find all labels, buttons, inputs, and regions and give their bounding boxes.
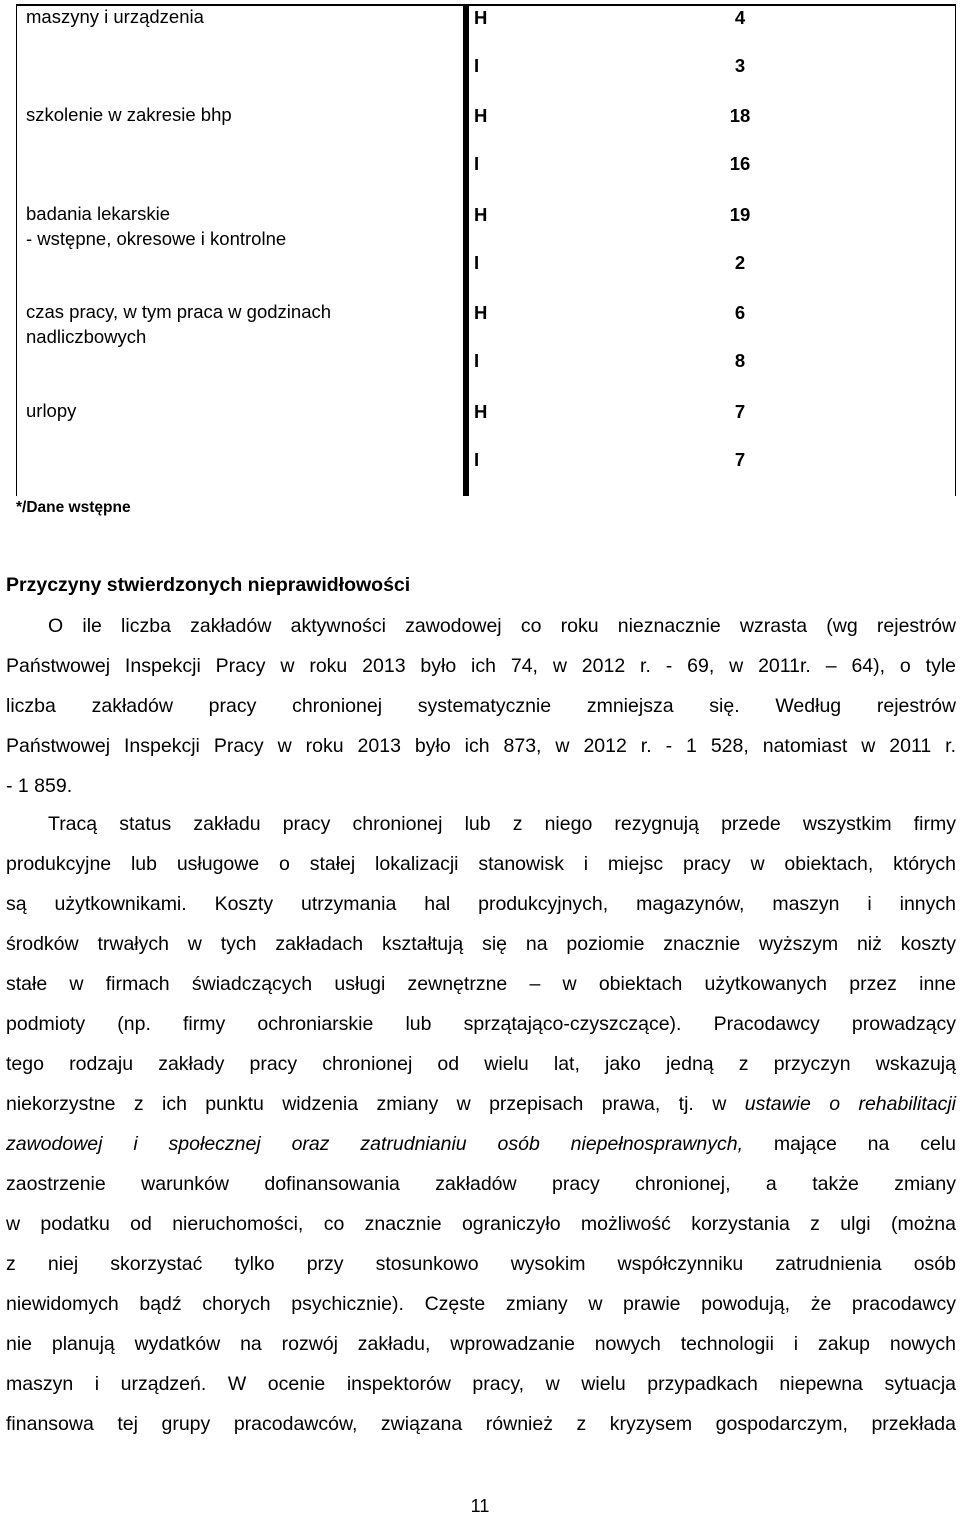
text-line: produkcyjne lub usługowe o stałej lokalizacji stanowisk i miejsc pracy w obiektach, których [6, 853, 956, 875]
row-value-h: 18 [729, 105, 751, 126]
row-value-i: 8 [734, 350, 746, 371]
text-line: są użytkownikami. Koszty utrzymania hal produkcyjnych, magazynów, maszyn i innych [6, 893, 956, 915]
row-label-text: - wstępne, okresowe i kontrolne [26, 228, 287, 249]
row-code-h: H [474, 204, 488, 225]
row-label-text: szkolenie w zakresie bhp [26, 104, 232, 125]
text-line: Państwowej Inspekcji Pracy w roku 2013 było ich 873, w 2012 r. - 1 528, natomiast w 2011 r. [6, 735, 956, 757]
row-code-h: H [474, 302, 488, 323]
text-line-mixed [6, 1084, 956, 1124]
row-value-h: 6 [734, 302, 746, 323]
text-line: niewidomych bądź chorych psychicznie). Częste zmiany w prawie powodują, że pracodawcy [6, 1293, 956, 1315]
text-line: finansowa tej grupy pracodawców, związana również z kryzysem gospodarczym, przekłada [6, 1413, 956, 1435]
text-run: niekorzystne z ich punktu widzenia zmiany w przepisach prawa, tj. w [6, 1093, 727, 1115]
row-value-h: 19 [729, 204, 751, 225]
row-value-h: 4 [734, 7, 746, 28]
row-value-i: 7 [734, 449, 746, 470]
row-label-text: maszyny i urządzenia [26, 6, 204, 27]
text-line: - 1 859. [6, 775, 73, 797]
text-run: mające na celu [773, 1133, 956, 1155]
row-value-i: 3 [734, 55, 746, 76]
column-divider [463, 5, 469, 496]
row-code-h: H [474, 105, 488, 126]
table-row-label [26, 299, 331, 349]
row-code-i: I [474, 350, 480, 371]
italic-law-title: ustawie o rehabilitacji [744, 1093, 956, 1115]
row-label-text: nadliczbowych [26, 326, 147, 347]
text-line: w podatku od nieruchomości, co znacznie ograniczyło możliwość korzystania z ulgi (można [6, 1213, 956, 1235]
row-label-text: urlopy [26, 400, 77, 421]
table-row-label [26, 4, 204, 29]
row-code-i: I [474, 449, 480, 470]
text-line: O ile liczba zakładów aktywności zawodowej co roku nieznacznie wzrasta (wg rejestrów [48, 615, 956, 637]
section-heading: Przyczyny stwierdzonych nieprawidłowości [6, 574, 411, 596]
page-number: 11 [470, 1496, 490, 1516]
text-line: nie planują wydatków na rozwój zakładu, wprowadzanie nowych technologii i zakup nowych [6, 1333, 956, 1355]
row-value-i: 16 [729, 153, 751, 174]
row-label-text: czas pracy, w tym praca w godzinach [26, 301, 332, 322]
text-line: maszyn i urządzeń. W ocenie inspektorów pracy, w wielu przypadkach niepewna sytuacja [6, 1373, 956, 1395]
italic-law-title: zawodowej i społecznej oraz zatrudnianiu osób niepełnosprawnych, [6, 1133, 744, 1155]
text-line: tego rodzaju zakłady pracy chronionej od wielu lat, jako jedną z przyczyn wskazują [6, 1053, 956, 1075]
text-line: Tracą status zakładu pracy chronionej lub z niego rezygnują przede wszystkim firmy [48, 813, 956, 835]
text-line: podmioty (np. firmy ochroniarskie lub sprzątająco-czyszczące). Pracodawcy prowadzący [6, 1013, 956, 1035]
paragraph-1 [6, 606, 956, 806]
row-label-text: badania lekarskie [26, 203, 170, 224]
text-line: zaostrzenie warunków dofinansowania zakładów pracy chronionej, a także zmiany [6, 1173, 956, 1195]
row-value-h: 7 [734, 401, 746, 422]
text-line-mixed [6, 1124, 956, 1164]
row-code-i: I [474, 55, 480, 76]
table-row-label [26, 201, 286, 251]
text-line: stałe w firmach świadczących usługi zewnętrzne – w obiektach użytkowanych przez inne [6, 973, 956, 995]
table-footnote: */Dane wstępne [16, 499, 131, 516]
row-code-i: I [474, 153, 480, 174]
table-row-label [26, 398, 76, 423]
paragraph-2 [6, 804, 956, 1444]
table-row-label [26, 102, 232, 127]
row-code-i: I [474, 252, 480, 273]
text-line: Państwowej Inspekcji Pracy w roku 2013 było ich 74, w 2012 r. - 69, w 2011r. – 64), o tyle [6, 655, 956, 677]
row-code-h: H [474, 401, 488, 422]
text-line: liczba zakładów pracy chronionej systematycznie zmniejsza się. Według rejestrów [6, 695, 956, 717]
text-line: środków trwałych w tych zakładach kształtują się na poziomie znacznie wyższym niż koszty [6, 933, 956, 955]
row-code-h: H [474, 7, 488, 28]
row-value-i: 2 [734, 252, 746, 273]
text-line: z niej skorzystać tylko przy stosunkowo wysokim współczynniku zatrudnienia osób [6, 1253, 956, 1275]
